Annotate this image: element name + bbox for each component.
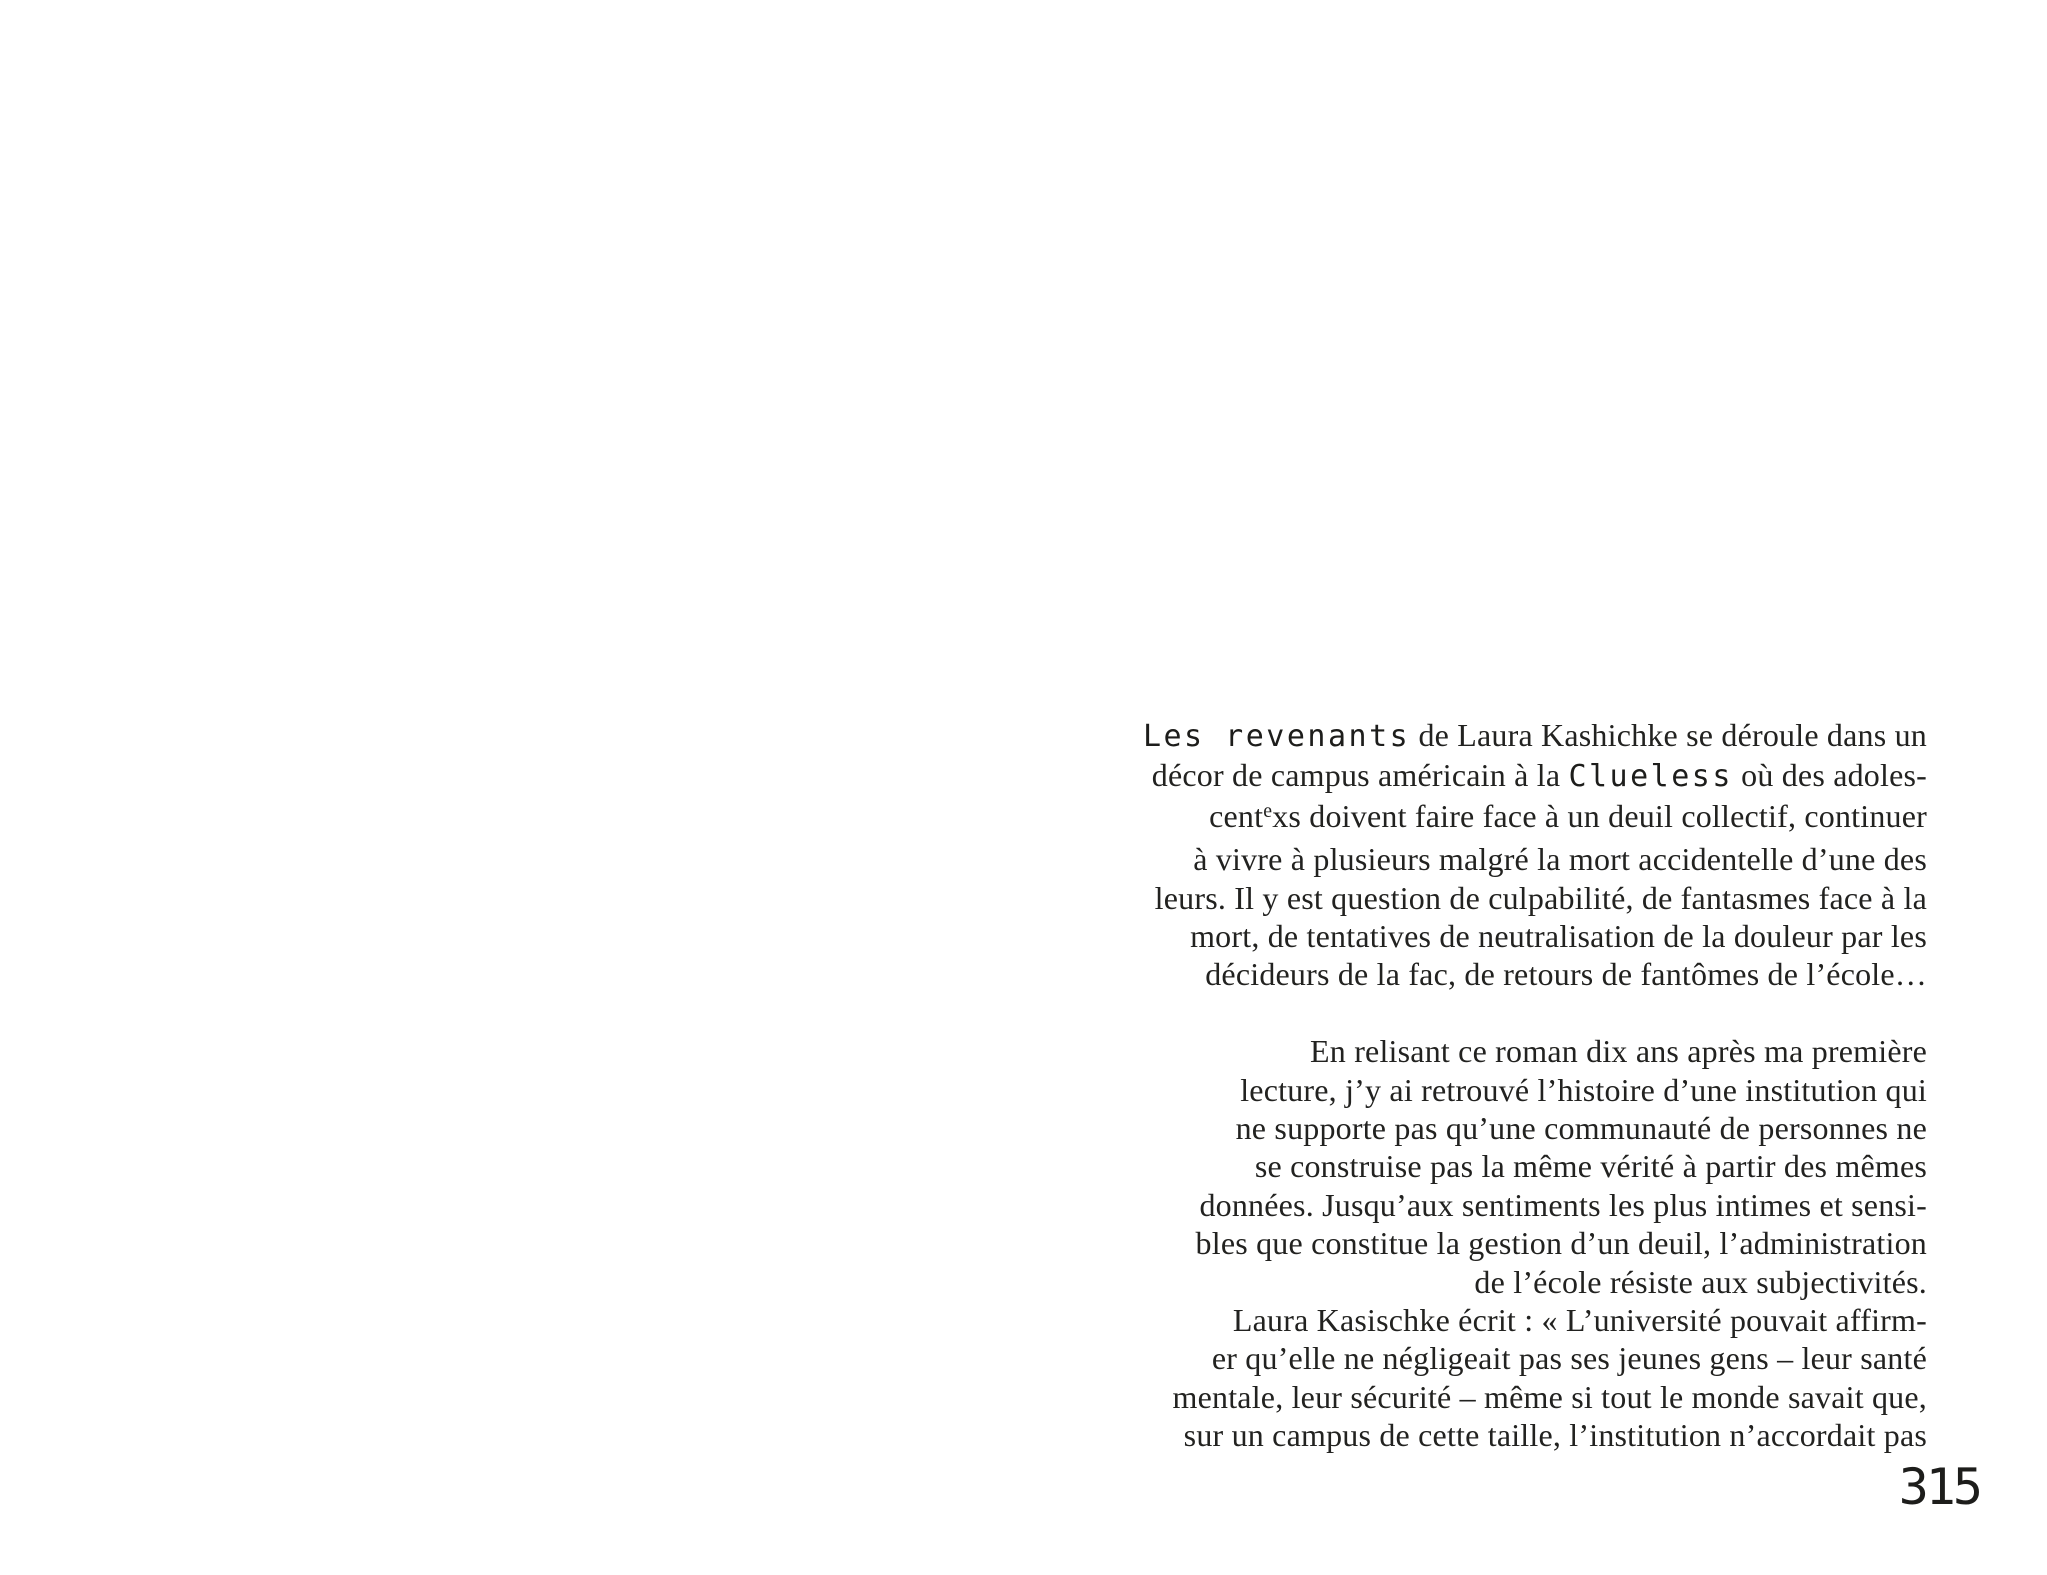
text-line: de l’école résiste aux subjectivités. (1474, 1263, 1927, 1300)
text-segment: où des adoles- (1732, 757, 1927, 794)
text-segment: de Laura Kashichke se déroule dans un (1410, 717, 1927, 753)
book-title: Les revenants (1142, 719, 1411, 754)
paragraph-1 (807, 716, 1927, 994)
text-line: décideurs de la fac, de retours de fantômes de l’école… (1205, 956, 1927, 993)
text-line (807, 756, 1927, 796)
movie-title: Clueless (1568, 759, 1733, 795)
page-number: 315 (1898, 1458, 1980, 1516)
text-line: lecture, j’y ai retrouvé l’histoire d’une institution qui (1240, 1071, 1927, 1108)
text-line: En relisant ce roman dix ans après ma première (1310, 1033, 1927, 1070)
text-line (807, 716, 1927, 756)
text-line: ne supporte pas qu’une communauté de personnes ne (1235, 1110, 1927, 1147)
body-text (807, 716, 1927, 1455)
text-line (807, 797, 1927, 840)
text-line: leurs. Il y est question de culpabilité, de fantasmes face à la (1154, 879, 1927, 916)
text-segment: xs doivent faire face à un deuil collectif, continuer (1272, 797, 1927, 834)
text-line: données. Jusqu’aux sentiments les plus intimes et sensi- (1199, 1186, 1927, 1223)
text-segment: décor de campus américain à la (1151, 757, 1569, 794)
text-line: mort, de tentatives de neutralisation de la douleur par les (1190, 918, 1927, 955)
text-line: se construise pas la même vérité à partir des mêmes (1254, 1148, 1927, 1185)
text-segment: cent (1209, 797, 1264, 834)
text-line: mentale, leur sécurité – même si tout le monde savait que, (1172, 1378, 1927, 1415)
text-line: er qu’elle ne négligeait pas ses jeunes gens – leur santé (1211, 1340, 1927, 1377)
text-line: Laura Kasischke écrit : « L’université pouvait affirm- (1232, 1302, 1927, 1339)
text-line: à vivre à plusieurs malgré la mort accidentelle d’une des (1193, 841, 1927, 878)
text-line: sur un campus de cette taille, l’institution n’accordait pas (1183, 1417, 1927, 1454)
text-line: bles que constitue la gestion d’un deuil, l’administration (1195, 1225, 1927, 1262)
inclusive-suffix: e (1263, 799, 1273, 822)
paragraph-2 (807, 1032, 1927, 1454)
